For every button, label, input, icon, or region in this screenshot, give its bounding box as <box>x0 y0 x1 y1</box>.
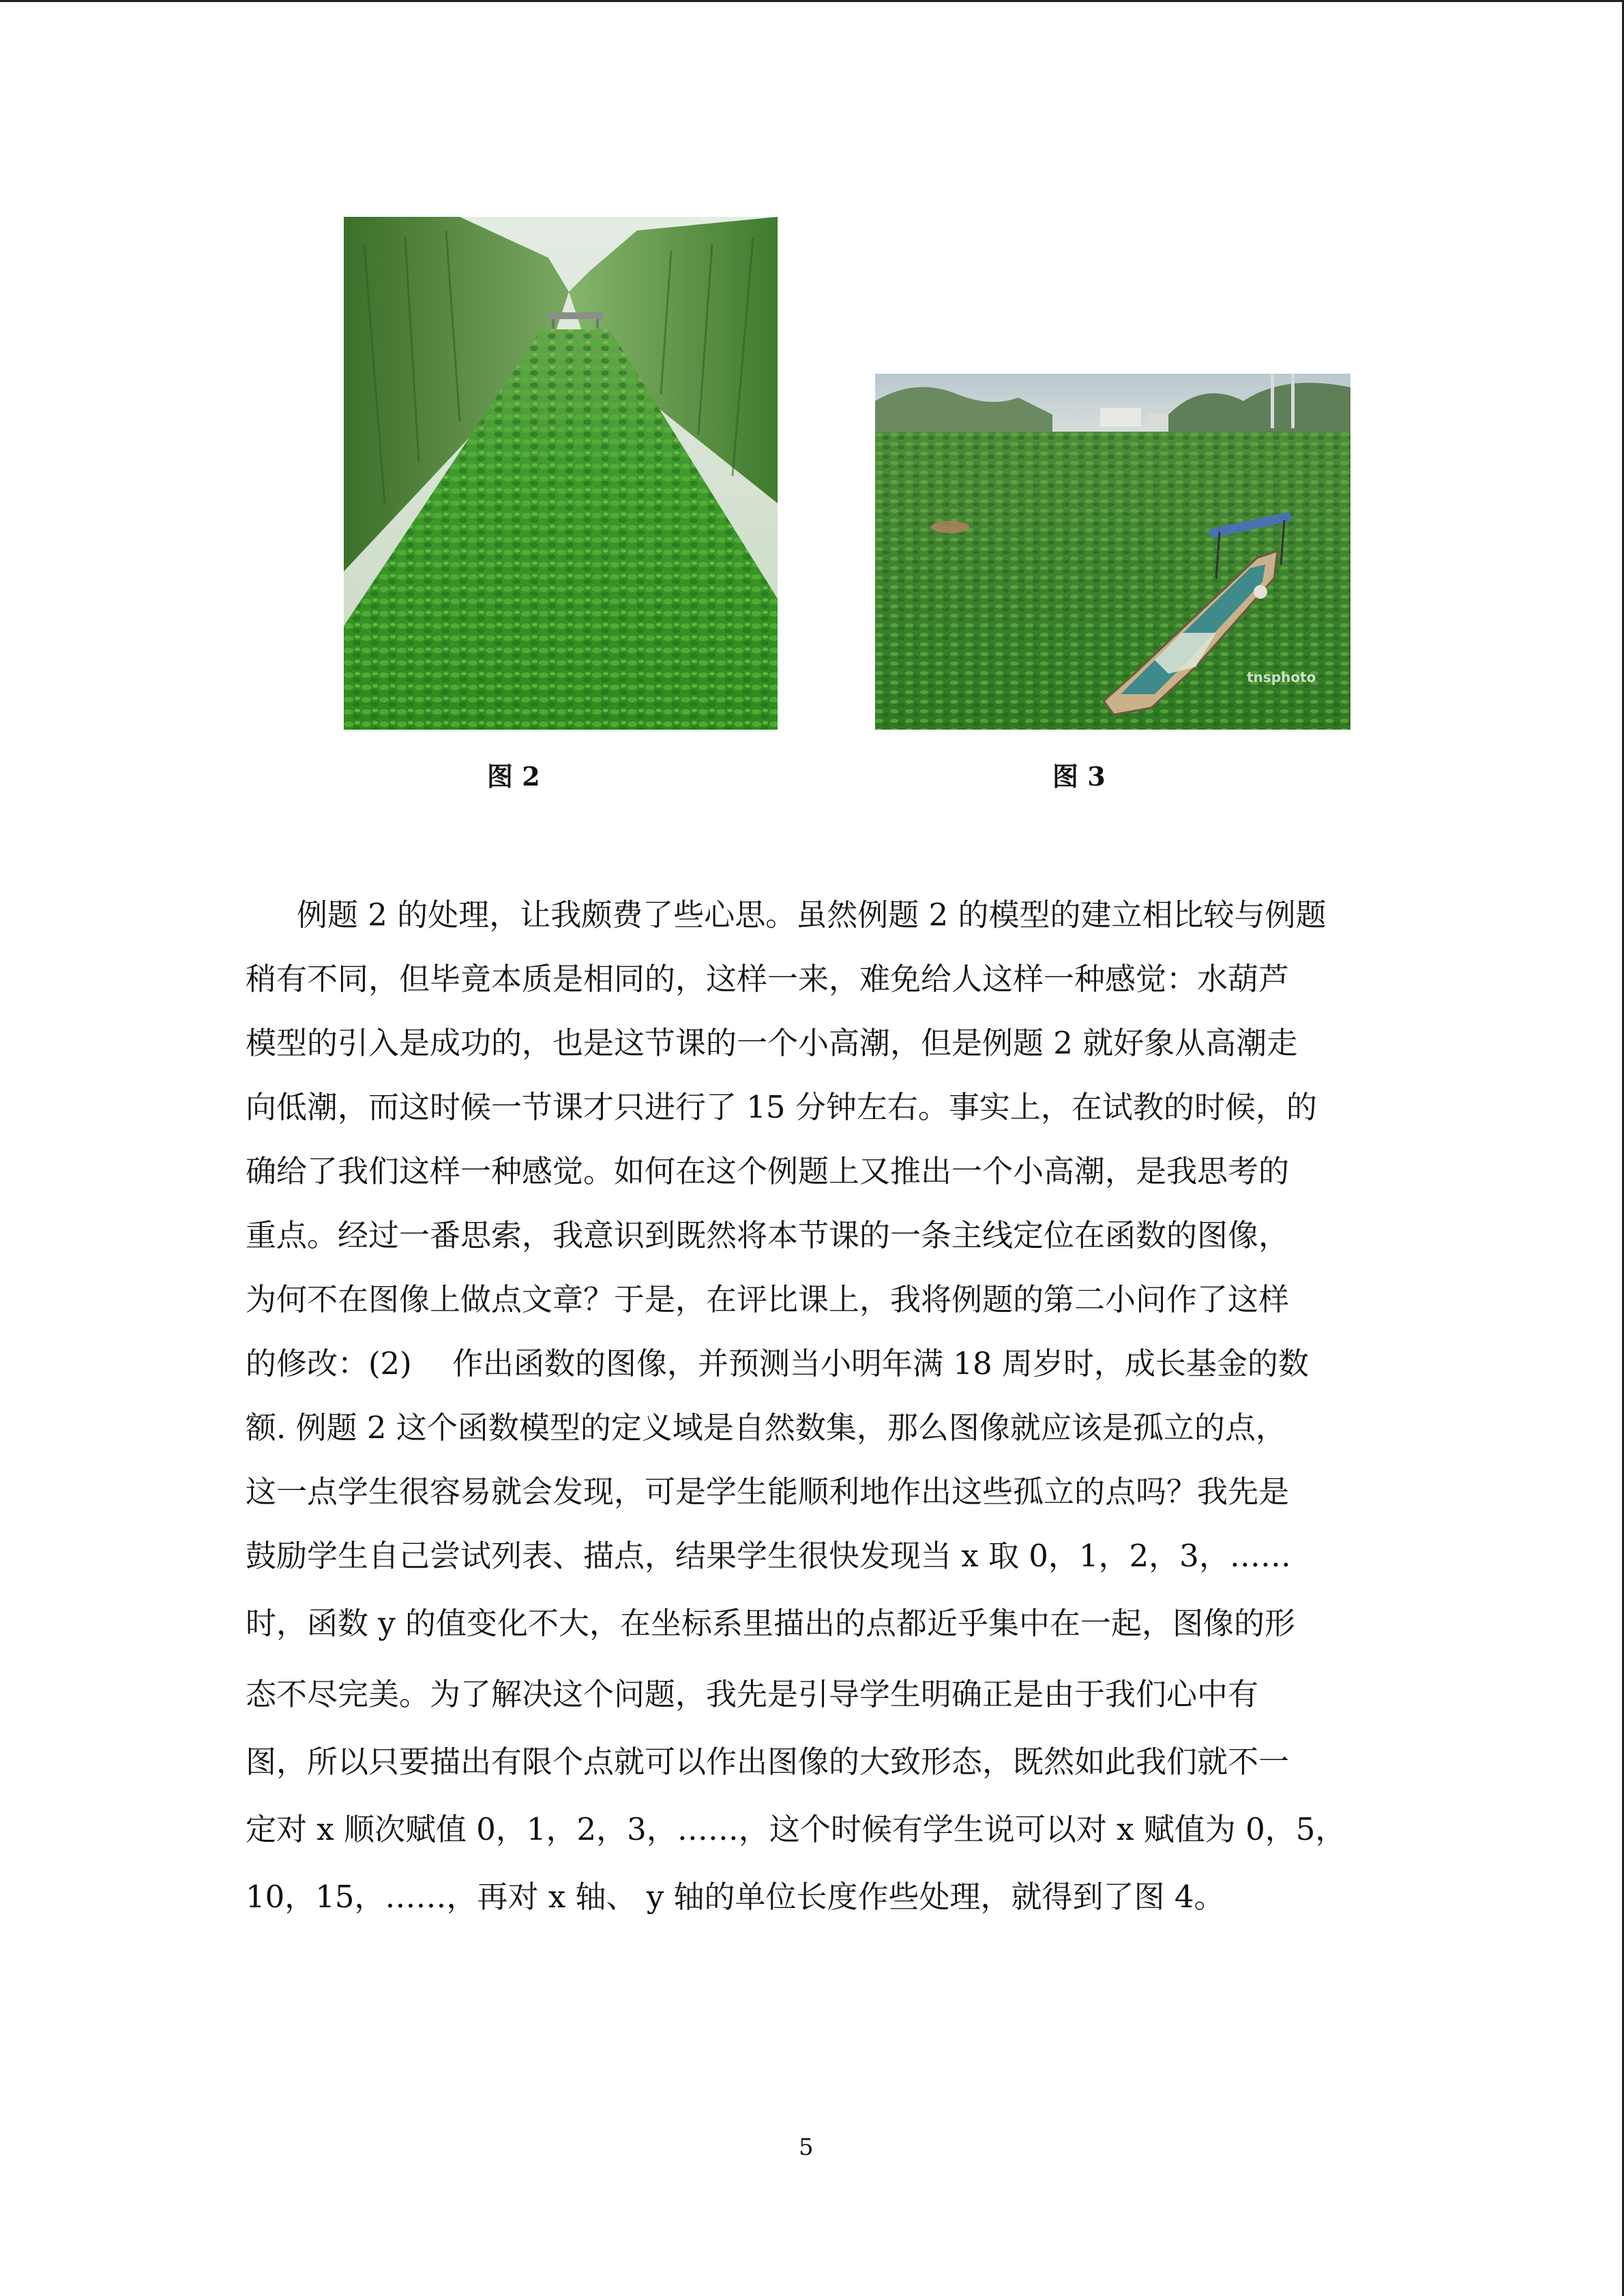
page-number: 5 <box>799 2134 814 2161</box>
paragraph-line: 稍有不同，但毕竟本质是相同的，这样一来，难免给人这样一种感觉：水葫芦 <box>246 961 1290 997</box>
paragraph-line: 例题 2 的处理，让我颇费了些心思。虽然例题 2 的模型的建立相比较与例题 <box>297 897 1327 933</box>
paragraph-line: 时，函数 y 的值变化不大，在坐标系里描出的点都近乎集中在一起，图像的形 <box>246 1605 1296 1641</box>
paragraph-line: 模型的引入是成功的，也是这节课的一个小高潮，但是例题 2 就好象从高潮走 <box>246 1025 1298 1061</box>
figure-3-caption: 图 3 <box>1052 761 1106 792</box>
paragraph-line: 的修改：(2) 作出函数的图像，并预测当小明年满 18 周岁时，成长基金的数 <box>246 1345 1309 1382</box>
figure-3-photo <box>875 374 1350 730</box>
figure-3-watermark: tnsphoto <box>1247 669 1316 685</box>
paragraph-line: 图，所以只要描出有限个点就可以作出图像的大致形态，既然如此我们就不一 <box>246 1744 1290 1780</box>
paragraph-line: 这一点学生很容易就会发现，可是学生能顺利地作出这些孤立的点吗？我先是 <box>246 1474 1290 1510</box>
page-border-top <box>0 0 1624 2</box>
paragraph-line: 向低潮，而这时候一节课才只进行了 15 分钟左右。事实上，在试教的时候，的 <box>246 1089 1317 1125</box>
paragraph-line: 为何不在图像上做点文章？于是，在评比课上，我将例题的第二小问作了这样 <box>246 1281 1290 1317</box>
paragraph-line: 10，15，……，再对 x 轴、 y 轴的单位长度作些处理，就得到了图 4。 <box>246 1879 1225 1915</box>
figure-2-caption: 图 2 <box>487 761 540 792</box>
paragraph-line: 额. 例题 2 这个函数模型的定义域是自然数集，那么图像就应该是孤立的点， <box>246 1410 1286 1446</box>
body-paragraph <box>246 883 1381 1929</box>
paragraph-line: 定对 x 顺次赋值 0，1，2，3，……，这个时候有学生说可以对 x 赋值为 0，5， <box>246 1811 1346 1847</box>
figure-2-photo <box>344 217 778 730</box>
paragraph-line: 确给了我们这样一种感觉。如何在这个例题上又推出一个小高潮，是我思考的 <box>246 1153 1290 1189</box>
paragraph-line: 鼓励学生自己尝试列表、描点，结果学生很快发现当 x 取 0，1，2，3，…… <box>246 1538 1291 1574</box>
paragraph-line: 重点。经过一番思索，我意识到既然将本节课的一条主线定位在函数的图像， <box>246 1217 1290 1253</box>
paragraph-line: 态不尽完美。为了解决这个问题，我先是引导学生明确正是由于我们心中有 <box>246 1676 1259 1712</box>
